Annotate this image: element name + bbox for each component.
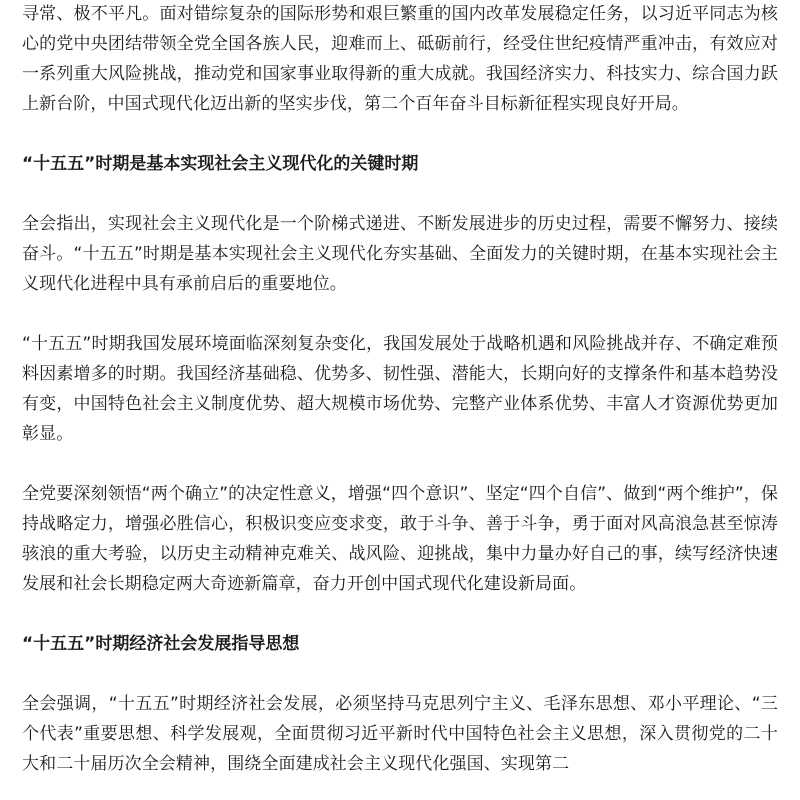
paragraph-whole-party: 全党要深刻领悟“两个确立”的决定性意义，增强“四个意识”、坚定“四个自信”、做到“两个维护”，保持战略定力，增强必胜信心，积极识变应变求变，敢于斗争、善于斗争，勇于面对风高浪急甚至惊涛骇浪的重大考验，以历史主动精神克难关、战风险、迎挑战，集中力量办好自己的事，续写经济快速发展和社会长期稳定两大奇迹新篇章，奋力开创中国式现代化建设新局面。 bbox=[22, 484, 778, 594]
section-heading-guiding-thought: “十五五”时期经济社会发展指导思想 bbox=[22, 634, 300, 654]
paragraph-plenary-pointed-out: 全会指出，实现社会主义现代化是一个阶梯式递进、不断发展进步的历史过程，需要不懈努力、接续奋斗。“十五五”时期是基本实现社会主义现代化夯实基础、全面发力的关键时期，在基本实现社会主义现代化进程中具有承前启后的重要地位。 bbox=[22, 214, 778, 294]
paragraph-gap bbox=[0, 119, 800, 149]
paragraph-gap bbox=[0, 179, 800, 209]
paragraph-gap bbox=[0, 599, 800, 629]
paragraph-gap bbox=[0, 449, 800, 479]
section-heading-key-period: “十五五”时期是基本实现社会主义现代化的关键时期 bbox=[22, 154, 419, 174]
paragraph-plenary-emphasized: 全会强调，“十五五”时期经济社会发展，必须坚持马克思列宁主义、毛泽东思想、邓小平理论、“三个代表”重要思想、科学发展观，全面贯彻习近平新时代中国特色社会主义思想，深入贯彻党的二十大和二十届历次全会精神，围绕全面建成社会主义现代化强国、实现第二 bbox=[22, 694, 778, 774]
paragraph-gap bbox=[0, 299, 800, 329]
paragraph-gap bbox=[0, 659, 800, 689]
paragraph-development-environment: “十五五”时期我国发展环境面临深刻复杂变化，我国发展处于战略机遇和风险挑战并存、不确定难预料因素增多的时期。我国经济基础稳、优势多、韧性强、潜能大，长期向好的支撑条件和基本趋势没有变，中国特色社会主义制度优势、超大规模市场优势、完整产业体系优势、丰富人才资源优势更加彰显。 bbox=[22, 334, 778, 444]
paragraph-intro: 寻常、极不平凡。面对错综复杂的国际形势和艰巨繁重的国内改革发展稳定任务，以习近平同志为核心的党中央团结带领全党全国各族人民，迎难而上、砥砺前行，经受住世纪疫情严重冲击，有效应对一系列重大风险挑战，推动党和国家事业取得新的重大成就。我国经济实力、科技实力、综合国力跃上新台阶，中国式现代化迈出新的坚实步伐，第二个百年奋斗目标新征程实现良好开局。 bbox=[22, 4, 778, 114]
